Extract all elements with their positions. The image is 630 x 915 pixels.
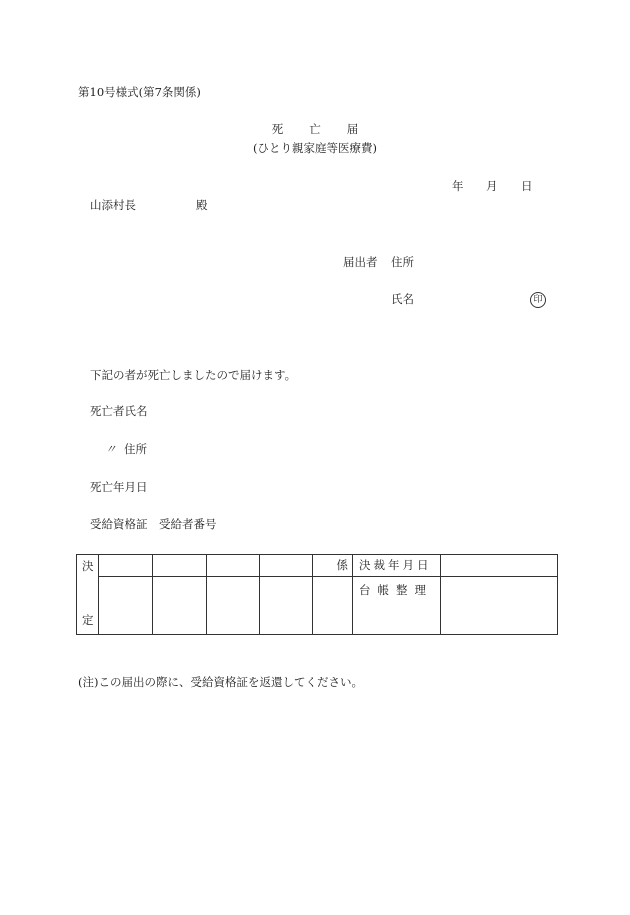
applicant-address-label: 住所 — [391, 255, 414, 269]
kettei-cell — [77, 555, 99, 635]
title-char-2: 亡 — [309, 122, 321, 136]
death-date-label: 死亡年月日 — [90, 480, 148, 494]
seal-mark: 印 — [530, 292, 546, 308]
ledger-value — [441, 577, 558, 635]
approval-table — [76, 554, 558, 635]
form-title — [0, 124, 630, 136]
stamp-cell — [153, 577, 207, 635]
stamp-cell — [99, 555, 153, 577]
stamp-cell — [207, 577, 260, 635]
deceased-address-label: 住所 — [124, 442, 147, 456]
date-month-label: 月 — [486, 179, 498, 193]
note-text: (注)この届出の際に、受給資格証を返還してください。 — [78, 675, 363, 689]
applicant-name-label: 氏名 — [391, 292, 414, 306]
deceased-name-label: 死亡者氏名 — [90, 404, 148, 418]
addressee-suffix: 殿 — [196, 198, 208, 212]
decision-date-label: 決裁年月日 — [353, 555, 441, 577]
ledger-label: 台帳整理 — [353, 577, 441, 635]
stamp-cell — [260, 577, 313, 635]
kakari-cell — [313, 555, 353, 577]
stamp-cell — [260, 555, 313, 577]
decision-date-value — [441, 555, 558, 577]
kettei-bottom-char: 定 — [82, 612, 94, 627]
form-subtitle: (ひとり親家庭等医療費) — [253, 141, 377, 155]
date-year-label: 年 — [452, 179, 464, 193]
kakari-stamp-cell — [313, 577, 353, 635]
stamp-cell — [207, 555, 260, 577]
recipient-number-label: 受給者番号 — [159, 517, 217, 531]
certificate-label: 受給資格証 — [90, 517, 148, 531]
addressee-name: 山添村長 — [90, 198, 136, 212]
title-char-3: 届 — [346, 122, 359, 136]
stamp-cell — [153, 555, 207, 577]
kakari-label: 係 — [336, 558, 348, 572]
statement-text: 下記の者が死亡しましたので届けます。 — [90, 368, 297, 382]
applicant-label: 届出者 — [343, 255, 378, 269]
ditto-mark: 〃 — [105, 442, 117, 456]
kettei-top-char: 決 — [82, 559, 94, 573]
stamp-cell — [99, 577, 153, 635]
date-day-label: 日 — [521, 179, 533, 193]
title-char-1: 死 — [271, 122, 284, 136]
form-number: 第10号様式(第7条関係) — [78, 85, 201, 99]
